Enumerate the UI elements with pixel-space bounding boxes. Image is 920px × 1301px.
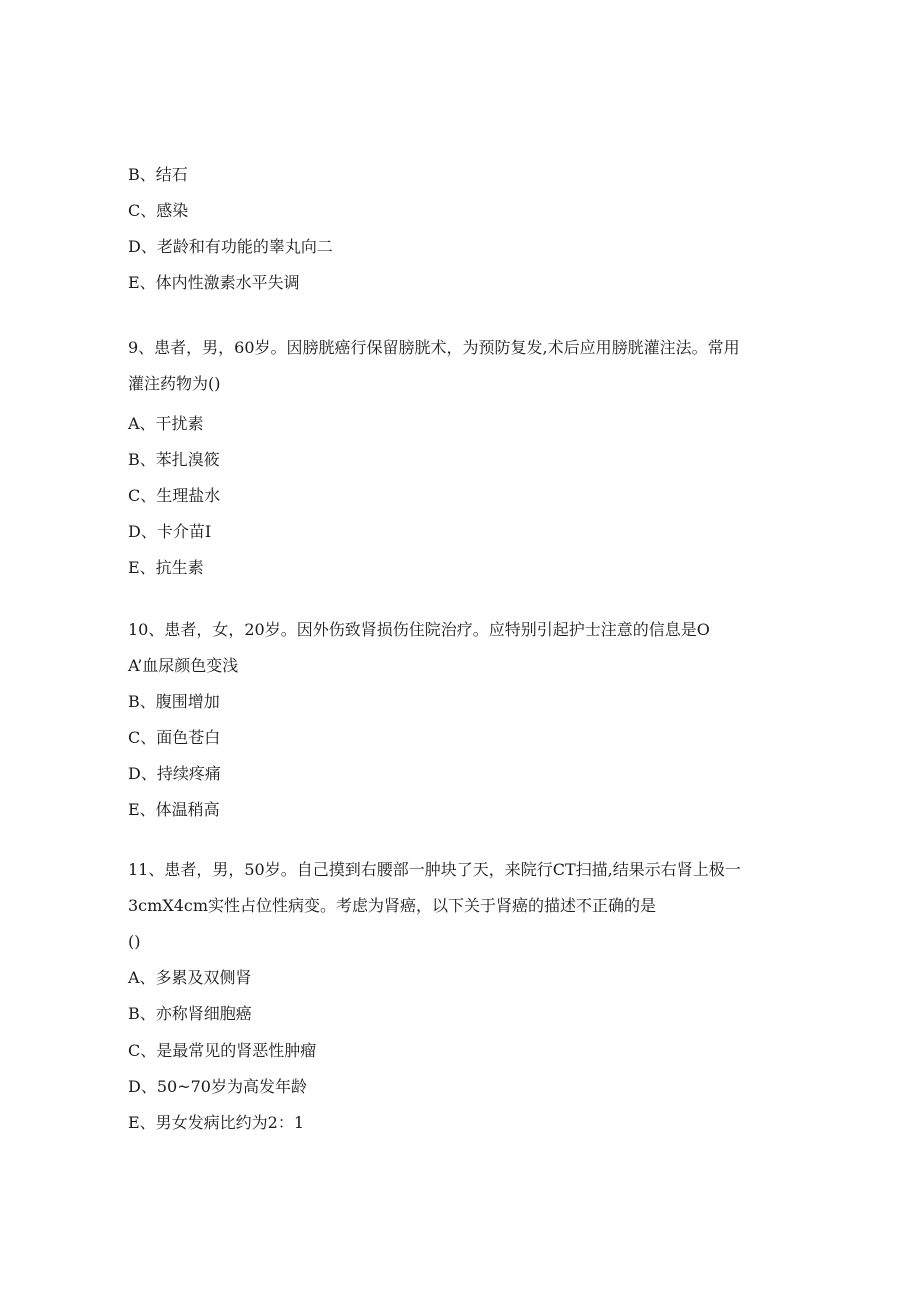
q9-option-a: A、干扰素: [128, 414, 204, 433]
q10-option-c: C、面色苍白: [128, 728, 221, 747]
q8-option-d: D、老龄和有功能的睾丸向二: [128, 237, 333, 256]
q9-option-c: C、生理盐水: [128, 486, 221, 505]
q11-option-d: D、50~70岁为高发年龄: [128, 1077, 307, 1096]
q10-option-e: E、体温稍高: [128, 800, 220, 819]
q10-option-d: D、持续疼痛: [128, 764, 221, 783]
q11-stem-line1: 11、患者，男，50岁。自己摸到右腰部一肿块了天，来院行CT扫描,结果示右肾上极一: [128, 860, 741, 879]
q9-option-e: E、抗生素: [128, 558, 204, 577]
q10-stem-line1: 10、患者，女，20岁。因外伤致肾损伤住院治疗。应特别引起护士注意的信息是O: [128, 620, 710, 639]
q9-option-b: B、苯扎溴筱: [128, 450, 220, 469]
q10-option-b: B、腹围增加: [128, 692, 220, 711]
q11-stem-line2: 3cmX4cm实性占位性病变。考虑为肾癌，以下关于肾癌的描述不正确的是: [128, 896, 657, 915]
q10-option-a: A’血尿颜色变浅: [128, 656, 239, 675]
q11-option-c: C、是最常见的肾恶性肿瘤: [128, 1041, 317, 1060]
q8-option-b: B、结石: [128, 165, 188, 184]
q9-stem-line1: 9、患者，男，60岁。因膀胱癌行保留膀胱术，为预防复发,术后应用膀胱灌注法。常用: [128, 338, 740, 357]
q8-option-c: C、感染: [128, 201, 189, 220]
q11-option-e: E、男女发病比约为2：1: [128, 1113, 305, 1132]
q11-option-a: A、多累及双侧肾: [128, 968, 252, 987]
q11-stem-line3: (): [128, 932, 141, 951]
q8-option-e: E、体内性激素水平失调: [128, 273, 300, 292]
q9-option-d: D、卡介苗I: [128, 522, 212, 541]
q9-stem-line2: 灌注药物为(): [128, 374, 221, 393]
q11-option-b: B、亦称肾细胞癌: [128, 1004, 252, 1023]
